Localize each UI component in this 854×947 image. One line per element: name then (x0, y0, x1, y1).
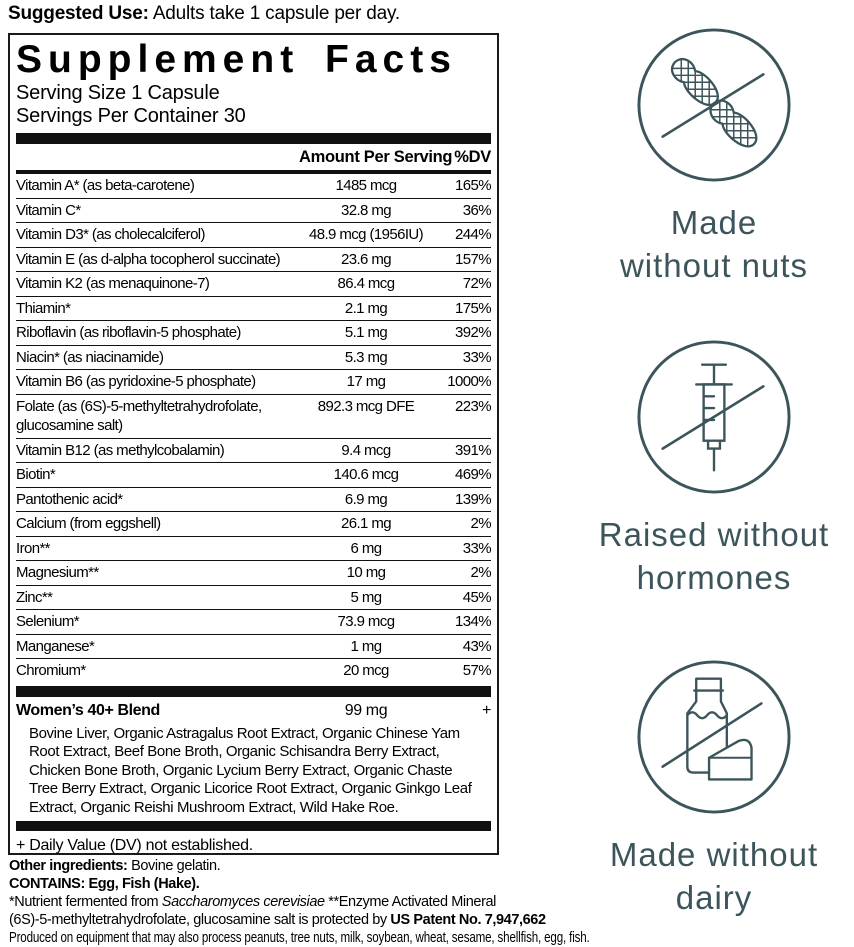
badge-made-without-nuts (584, 26, 844, 287)
nutrient-name: Zinc** (16, 588, 53, 606)
nutrient-dv: 33% (462, 539, 491, 557)
nutrient-amount: 6 mg (350, 539, 382, 557)
nutrient-amount: 1485 mcg (335, 177, 397, 194)
nutrient-amount: 86.4 mcg (337, 275, 395, 292)
no-hormones-icon (635, 338, 793, 496)
header-dv: %DV (454, 148, 491, 166)
contains-note: CONTAINS: Egg, Fish (Hake). (9, 876, 200, 892)
suggested-use-text: Adults take 1 capsule per day. (148, 3, 400, 24)
fermented-prefix: *Nutrient fermented from (9, 894, 162, 910)
nutrient-amount: 9.4 mcg (341, 441, 391, 459)
nutrient-dv: 2% (470, 515, 491, 532)
nutrient-dv: 72% (462, 275, 491, 292)
nutrient-name: Vitamin D3* (as cholecalciferol) (16, 226, 205, 243)
nutrient-row (16, 438, 491, 463)
nutrient-name: Vitamin B12 (as methylcobalamin) (16, 441, 225, 459)
nutrient-amount: 23.6 mg (341, 250, 391, 268)
label-notes (9, 857, 629, 947)
nutrient-amount: 5.1 mg (344, 324, 388, 341)
nutrient-row (16, 369, 491, 394)
nutrient-amount: 6.9 mg (344, 490, 388, 508)
suggested-use (8, 3, 400, 25)
blend-name: Women’s 40+ Blend (16, 701, 160, 719)
badge-caption-line: Raised without (598, 516, 830, 553)
badge-caption-line: without nuts (619, 247, 809, 284)
nutrient-name: Pantothenic acid* (16, 490, 123, 508)
nutrient-row (16, 247, 491, 272)
badge-made-without-dairy (584, 658, 844, 919)
blend-dv: + (482, 701, 491, 719)
badge-caption-line: Made (670, 204, 758, 241)
divider-thick-blend (16, 686, 491, 697)
badge-caption (599, 513, 829, 599)
nutrient-amount: 5.3 mg (344, 348, 388, 366)
nutrient-name: Riboflavin (as riboflavin-5 phosphate) (16, 324, 241, 341)
suggested-use-label: Suggested Use: (8, 3, 149, 24)
patent-prefix: (6S)-5-methyltetrahydrofolate, glucosamine salt is protected by (9, 912, 391, 928)
nutrient-name: Magnesium** (16, 564, 99, 581)
other-ingredients (9, 857, 629, 875)
header-amount: Amount Per Serving (299, 148, 453, 166)
table-header (16, 144, 491, 170)
nutrient-amount: 73.9 mcg (337, 613, 395, 630)
nutrient-amount: 20 mcg (343, 662, 389, 679)
nutrient-dv: 244% (455, 226, 491, 243)
blend-amount: 99 mg (344, 701, 388, 719)
fermented-note (9, 893, 629, 911)
nutrient-amount: 1 mg (350, 637, 382, 655)
nutrient-dv: 223% (455, 397, 491, 415)
fermented-species: Saccharomyces cerevisiae (161, 894, 325, 910)
nutrient-dv: 175% (455, 299, 491, 317)
nutrient-amount: 32.8 mg (341, 201, 391, 219)
nutrient-dv: 33% (462, 348, 491, 366)
nutrient-dv: 392% (455, 324, 491, 341)
nutrient-name: Niacin* (as niacinamide) (16, 348, 164, 366)
nutrient-dv: 391% (455, 441, 491, 459)
badge-caption-line: hormones (636, 559, 792, 596)
nutrient-name: Biotin* (16, 466, 56, 483)
nutrient-dv: 1000% (447, 373, 491, 390)
nutrient-amount: 10 mg (346, 564, 386, 581)
nutrient-name: Calcium (from eggshell) (16, 515, 161, 532)
nutrient-amount: 5 mg (350, 588, 382, 606)
patent-number: US Patent No. 7,947,662 (390, 912, 546, 928)
fermented-suffix: **Enzyme Activated Mineral (324, 894, 496, 910)
nutrient-dv: 134% (455, 613, 491, 630)
nutrient-name: Vitamin B6 (as pyridoxine-5 phosphate) (16, 373, 256, 390)
nutrient-row (16, 394, 491, 438)
supplement-facts-panel (8, 33, 499, 855)
nutrient-row (16, 487, 491, 512)
nutrient-dv: 45% (462, 588, 491, 606)
badge-caption-line: dairy (675, 879, 753, 916)
badge-caption-line: Made without (609, 836, 819, 873)
nutrient-row (16, 634, 491, 659)
badge-raised-without-hormones (584, 338, 844, 599)
nutrient-dv: 36% (462, 201, 491, 219)
nutrient-table (16, 174, 491, 683)
divider-thick-footnote (16, 821, 491, 831)
badge-caption (620, 201, 808, 287)
nutrient-row (16, 560, 491, 585)
equipment-note: Produced on equipment that may also process peanuts, tree nuts, milk, soybean, wheat, sesame, shellfish, egg, fish. (9, 930, 590, 946)
nutrient-name: Selenium* (16, 613, 79, 630)
nutrient-dv: 2% (470, 564, 491, 581)
nutrient-amount: 140.6 mcg (333, 466, 399, 483)
blend-ingredients: Bovine Liver, Organic Astragalus Root Extract, Organic Chinese Yam Root Extract, Beef Bone Broth, Organic Schisandra Berry Extract, Chicken Bone Broth, Organic Lycium Berry Extract, Organic Chaste Tree Berry Extract, Organic Licorice Root Extract, Organic Ginkgo Leaf Extract, Organic Reishi Mushroom Extract, Wild Hake Roe. (29, 724, 472, 816)
blend-row (16, 697, 491, 722)
no-dairy-icon (635, 658, 793, 816)
nutrient-row (16, 174, 491, 198)
nutrient-row (16, 585, 491, 610)
nutrient-dv: 43% (462, 637, 491, 655)
nutrient-row (16, 320, 491, 345)
nutrient-name: Manganese* (16, 637, 95, 655)
nutrient-row (16, 296, 491, 321)
other-ingredients-text: Bovine gelatin. (127, 858, 221, 874)
nutrient-dv: 165% (455, 177, 491, 194)
nutrient-name: Vitamin A* (as beta-carotene) (16, 177, 195, 194)
nutrient-name: Chromium* (16, 662, 86, 679)
nutrient-row (16, 609, 491, 634)
servings-per-container: Servings Per Container 30 (16, 105, 246, 127)
panel-title: Supplement Facts (16, 38, 457, 81)
nutrient-dv: 57% (462, 662, 491, 679)
nutrient-name: Vitamin C* (16, 201, 81, 219)
nutrient-amount: 892.3 mcg DFE (317, 397, 415, 415)
nutrient-dv: 469% (455, 466, 491, 483)
nutrient-row (16, 198, 491, 223)
nutrient-row (16, 462, 491, 487)
nutrient-row (16, 658, 491, 683)
serving-size: Serving Size 1 Capsule (16, 82, 220, 104)
patent-note (9, 911, 629, 929)
nutrient-amount: 2.1 mg (344, 299, 388, 317)
nutrient-amount: 26.1 mg (341, 515, 391, 532)
nutrient-name: Vitamin K2 (as menaquinone-7) (16, 275, 210, 292)
nutrient-name: Folate (as (6S)-5-methyltetrahydrofolate, glucosamine salt) (16, 397, 262, 434)
no-nuts-icon (635, 26, 793, 184)
nutrient-name: Vitamin E (as d-alpha tocopherol succinate) (16, 250, 281, 268)
nutrient-row (16, 345, 491, 370)
badge-caption (610, 833, 818, 919)
nutrient-dv: 157% (455, 250, 491, 268)
nutrient-row (16, 222, 491, 247)
divider-thick-top (16, 133, 491, 144)
nutrient-row (16, 271, 491, 296)
badge-column (584, 0, 844, 947)
nutrient-row (16, 511, 491, 536)
nutrient-row (16, 536, 491, 561)
nutrient-name: Iron** (16, 539, 50, 557)
nutrient-dv: 139% (455, 490, 491, 508)
nutrient-amount: 17 mg (346, 373, 386, 390)
daily-value-footnote: + Daily Value (DV) not established. (16, 837, 253, 854)
other-ingredients-label: Other ingredients: (9, 858, 128, 874)
nutrient-amount: 48.9 mcg (1956IU) (308, 226, 424, 243)
nutrient-name: Thiamin* (16, 299, 71, 317)
